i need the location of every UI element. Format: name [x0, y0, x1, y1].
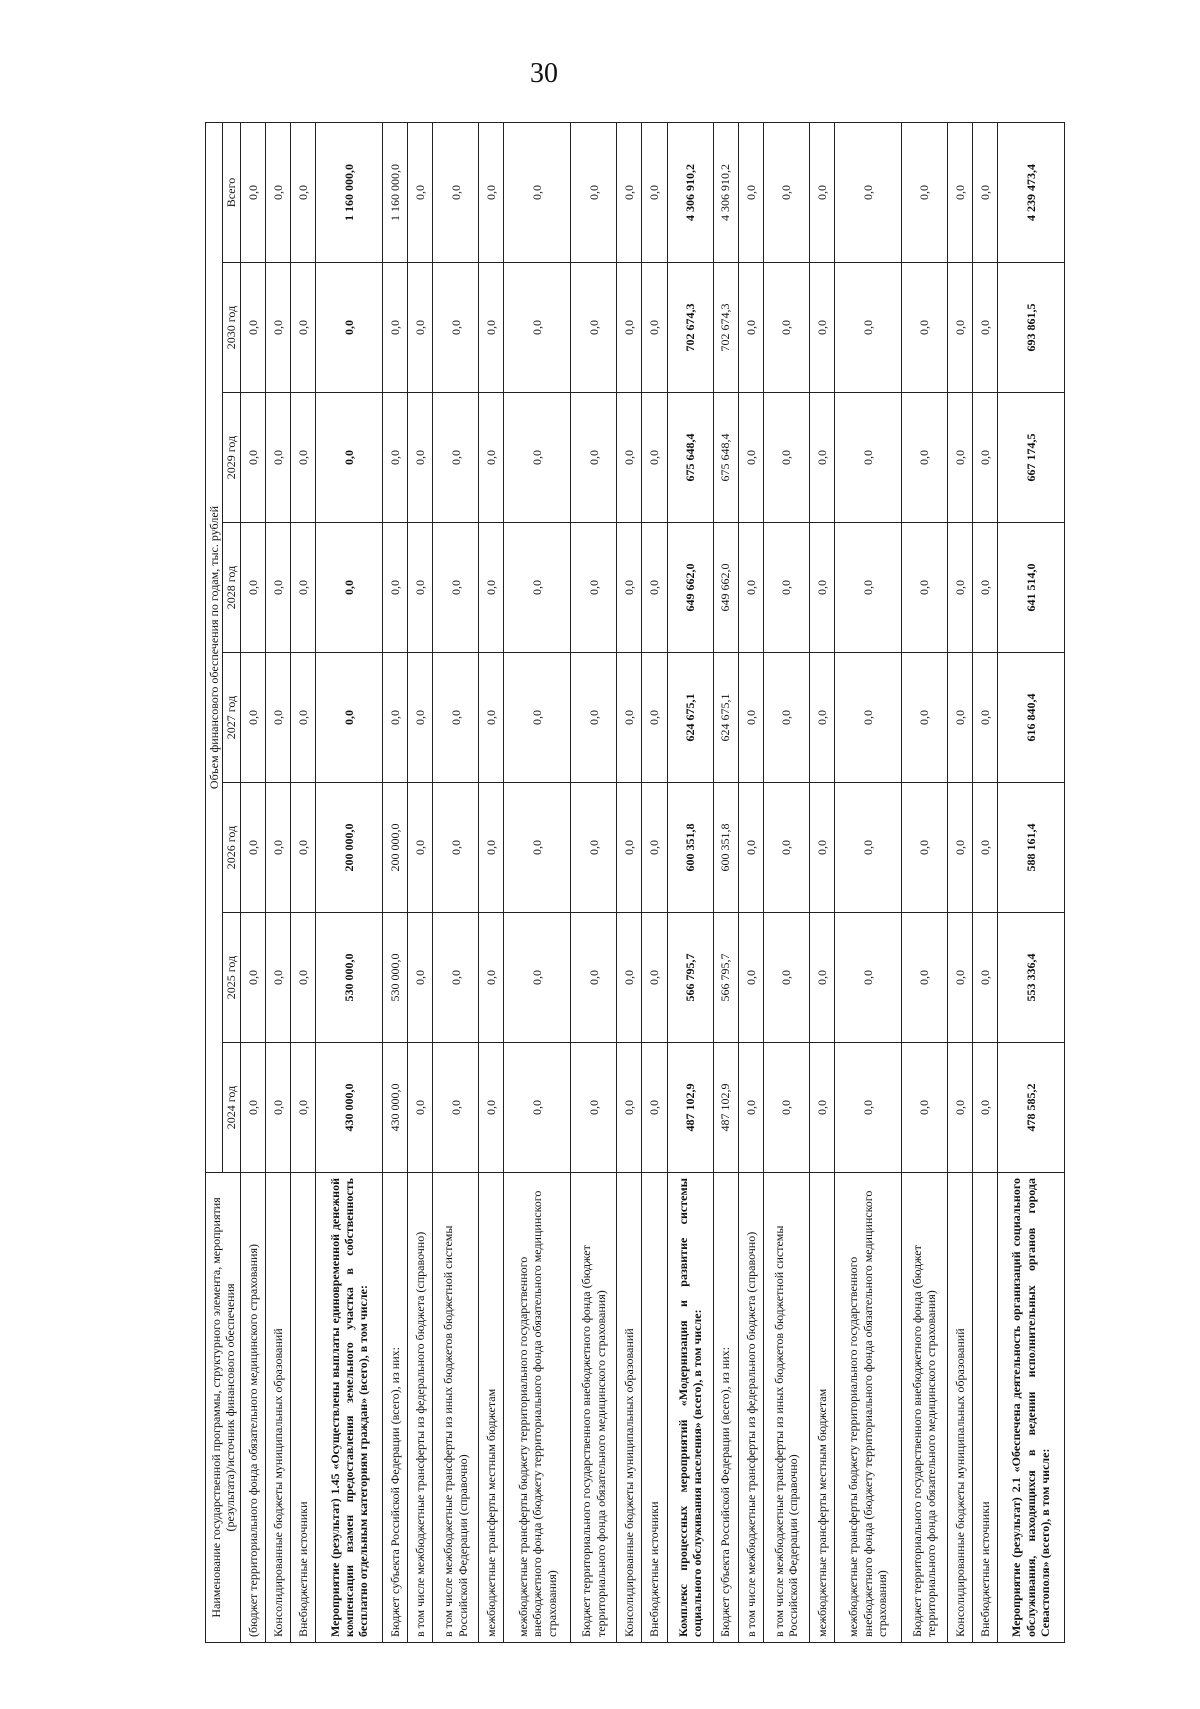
- row-value-cell: 0,0: [316, 263, 383, 393]
- row-value-cell: 649 662,0: [713, 523, 738, 653]
- table-body: [240, 122, 1064, 1642]
- row-value-cell: 0,0: [479, 393, 504, 523]
- row-value-cell: 0,0: [738, 1043, 763, 1173]
- row-value-cell: 200 000,0: [383, 783, 408, 913]
- row-value-cell: 0,0: [617, 523, 642, 653]
- row-total-cell: 0,0: [265, 122, 290, 262]
- row-value-cell: 600 351,8: [713, 783, 738, 913]
- row-value-cell: 0,0: [504, 913, 571, 1043]
- row-value-cell: 0,0: [901, 913, 947, 1043]
- row-value-cell: 702 674,3: [713, 263, 738, 393]
- row-value-cell: 0,0: [571, 1043, 617, 1173]
- row-value-cell: 0,0: [408, 913, 433, 1043]
- row-value-cell: 0,0: [291, 523, 316, 653]
- row-value-cell: 0,0: [972, 653, 997, 783]
- row-value-cell: 0,0: [383, 263, 408, 393]
- row-value-cell: 0,0: [571, 913, 617, 1043]
- row-value-cell: 0,0: [240, 523, 265, 653]
- row-value-cell: 0,0: [947, 263, 972, 393]
- table-row: [972, 122, 997, 1642]
- row-value-cell: 0,0: [972, 913, 997, 1043]
- row-name-cell: Бюджет субъекта Российской Федерации (всего), из них:: [383, 1173, 408, 1643]
- row-value-cell: 0,0: [240, 653, 265, 783]
- row-name-cell: Консолидированные бюджеты муниципальных образований: [617, 1173, 642, 1643]
- row-value-cell: 0,0: [433, 393, 479, 523]
- row-total-cell: 1 160 000,0: [316, 122, 383, 262]
- row-value-cell: 0,0: [763, 393, 809, 523]
- row-name-cell: Консолидированные бюджеты муниципальных образований: [947, 1173, 972, 1643]
- row-name-cell: межбюджетные трансферты местным бюджетам: [809, 1173, 834, 1643]
- row-value-cell: 0,0: [265, 263, 290, 393]
- table-row: [316, 122, 383, 1642]
- header-year: 2024 год: [223, 1043, 240, 1173]
- row-value-cell: 0,0: [947, 523, 972, 653]
- row-value-cell: 0,0: [809, 523, 834, 653]
- row-value-cell: 0,0: [291, 653, 316, 783]
- table-row: [617, 122, 642, 1642]
- row-value-cell: 0,0: [240, 1043, 265, 1173]
- row-value-cell: 0,0: [433, 653, 479, 783]
- row-value-cell: 0,0: [504, 783, 571, 913]
- row-value-cell: 0,0: [738, 393, 763, 523]
- row-value-cell: 0,0: [571, 653, 617, 783]
- table-row: [809, 122, 834, 1642]
- row-value-cell: 0,0: [383, 523, 408, 653]
- row-value-cell: 0,0: [617, 913, 642, 1043]
- row-value-cell: 0,0: [809, 653, 834, 783]
- table-row: [901, 122, 947, 1642]
- table-row: [834, 122, 901, 1642]
- row-value-cell: 0,0: [834, 653, 901, 783]
- row-value-cell: 616 840,4: [998, 653, 1065, 783]
- row-name-cell: в том числе межбюджетные трансферты из федерального бюджета (справочно): [408, 1173, 433, 1643]
- row-value-cell: 702 674,3: [667, 263, 713, 393]
- row-value-cell: 0,0: [834, 393, 901, 523]
- row-value-cell: 0,0: [571, 393, 617, 523]
- row-value-cell: 530 000,0: [316, 913, 383, 1043]
- row-value-cell: 0,0: [617, 1043, 642, 1173]
- row-value-cell: 478 585,2: [998, 1043, 1065, 1173]
- row-value-cell: 566 795,7: [667, 913, 713, 1043]
- row-value-cell: 0,0: [433, 913, 479, 1043]
- row-name-cell: Внебюджетные источники: [972, 1173, 997, 1643]
- row-value-cell: 430 000,0: [316, 1043, 383, 1173]
- row-value-cell: 0,0: [265, 913, 290, 1043]
- row-value-cell: 641 514,0: [998, 523, 1065, 653]
- row-value-cell: 649 662,0: [667, 523, 713, 653]
- row-value-cell: 0,0: [642, 523, 667, 653]
- row-value-cell: 0,0: [972, 1043, 997, 1173]
- row-value-cell: 0,0: [834, 1043, 901, 1173]
- row-value-cell: 0,0: [408, 1043, 433, 1173]
- row-value-cell: 0,0: [809, 783, 834, 913]
- table-row: [571, 122, 617, 1642]
- row-value-cell: 0,0: [265, 653, 290, 783]
- row-total-cell: 0,0: [642, 122, 667, 262]
- row-value-cell: 0,0: [433, 523, 479, 653]
- row-value-cell: 0,0: [504, 263, 571, 393]
- row-value-cell: 0,0: [642, 393, 667, 523]
- row-total-cell: 4 306 910,2: [667, 122, 713, 262]
- table-row: [408, 122, 433, 1642]
- row-value-cell: 0,0: [240, 263, 265, 393]
- row-value-cell: 624 675,1: [713, 653, 738, 783]
- row-name-cell: межбюджетные трансферты бюджету территориального государственного внебюджетного фонда (бюджету территориального фонда обязательного медицинского страхования): [834, 1173, 901, 1643]
- header-name-column: Наименование государственной программы, структурного элемента, мероприятия (результата)/источник финансового обеспечения: [206, 1173, 241, 1643]
- row-total-cell: 0,0: [291, 122, 316, 262]
- row-value-cell: 0,0: [479, 653, 504, 783]
- row-total-cell: 0,0: [809, 122, 834, 262]
- row-value-cell: 0,0: [383, 393, 408, 523]
- row-value-cell: 0,0: [316, 393, 383, 523]
- row-total-cell: 4 306 910,2: [713, 122, 738, 262]
- row-value-cell: 0,0: [291, 783, 316, 913]
- row-value-cell: 0,0: [617, 653, 642, 783]
- row-value-cell: 0,0: [763, 913, 809, 1043]
- table-row: [433, 122, 479, 1642]
- row-value-cell: 0,0: [834, 523, 901, 653]
- row-value-cell: 624 675,1: [667, 653, 713, 783]
- row-value-cell: 0,0: [265, 783, 290, 913]
- row-value-cell: 0,0: [433, 263, 479, 393]
- table-row: [504, 122, 571, 1642]
- row-value-cell: 600 351,8: [667, 783, 713, 913]
- row-total-cell: 0,0: [947, 122, 972, 262]
- row-value-cell: 0,0: [291, 393, 316, 523]
- row-value-cell: 0,0: [642, 1043, 667, 1173]
- row-total-cell: 0,0: [408, 122, 433, 262]
- row-name-cell: (бюджет территориального фонда обязательного медицинского страхования): [240, 1173, 265, 1643]
- header-volume-title: Объем финансового обеспечения по годам, тыс. рублей: [206, 122, 223, 1172]
- row-value-cell: 0,0: [901, 393, 947, 523]
- row-total-cell: 0,0: [504, 122, 571, 262]
- row-name-cell: межбюджетные трансферты бюджету территориального государственного внебюджетного фонда (бюджету территориального фонда обязательного медицинского страхования): [504, 1173, 571, 1643]
- row-value-cell: 0,0: [240, 783, 265, 913]
- table-row: [738, 122, 763, 1642]
- row-value-cell: 0,0: [617, 783, 642, 913]
- table-row: [291, 122, 316, 1642]
- row-value-cell: 0,0: [642, 783, 667, 913]
- row-value-cell: 0,0: [947, 653, 972, 783]
- row-value-cell: 0,0: [763, 263, 809, 393]
- row-value-cell: 0,0: [763, 783, 809, 913]
- row-name-cell: в том числе межбюджетные трансферты из иных бюджетов бюджетной системы Российской Федерации (справочно): [433, 1173, 479, 1643]
- row-value-cell: 0,0: [316, 523, 383, 653]
- row-value-cell: 0,0: [240, 393, 265, 523]
- row-total-cell: 0,0: [834, 122, 901, 262]
- row-value-cell: 0,0: [504, 1043, 571, 1173]
- financing-table: [205, 122, 1065, 1643]
- row-value-cell: 0,0: [433, 1043, 479, 1173]
- row-total-cell: 0,0: [617, 122, 642, 262]
- row-value-cell: 0,0: [834, 263, 901, 393]
- row-name-cell: Внебюджетные источники: [642, 1173, 667, 1643]
- row-value-cell: 530 000,0: [383, 913, 408, 1043]
- row-value-cell: 0,0: [947, 913, 972, 1043]
- row-value-cell: 0,0: [834, 783, 901, 913]
- header-year: 2025 год: [223, 913, 240, 1043]
- row-value-cell: 0,0: [642, 263, 667, 393]
- row-value-cell: 0,0: [809, 263, 834, 393]
- row-value-cell: 0,0: [265, 523, 290, 653]
- row-value-cell: 0,0: [642, 653, 667, 783]
- row-value-cell: 0,0: [738, 783, 763, 913]
- header-year: 2030 год: [223, 263, 240, 393]
- row-value-cell: 0,0: [972, 393, 997, 523]
- row-value-cell: 0,0: [571, 783, 617, 913]
- row-value-cell: 0,0: [738, 653, 763, 783]
- row-total-cell: 0,0: [571, 122, 617, 262]
- row-value-cell: 0,0: [901, 263, 947, 393]
- row-value-cell: 0,0: [809, 393, 834, 523]
- table-row: [479, 122, 504, 1642]
- row-value-cell: 0,0: [240, 913, 265, 1043]
- table-row: [265, 122, 290, 1642]
- row-value-cell: 0,0: [571, 263, 617, 393]
- row-value-cell: 667 174,5: [998, 393, 1065, 523]
- row-value-cell: 0,0: [763, 523, 809, 653]
- row-value-cell: 566 795,7: [713, 913, 738, 1043]
- row-value-cell: 0,0: [433, 783, 479, 913]
- row-value-cell: 487 102,9: [667, 1043, 713, 1173]
- row-value-cell: 200 000,0: [316, 783, 383, 913]
- row-value-cell: 0,0: [408, 393, 433, 523]
- row-value-cell: 0,0: [479, 523, 504, 653]
- row-value-cell: 0,0: [291, 913, 316, 1043]
- header-row-1: [206, 122, 223, 1642]
- row-value-cell: 0,0: [947, 393, 972, 523]
- row-value-cell: 0,0: [901, 1043, 947, 1173]
- row-name-cell: в том числе межбюджетные трансферты из иных бюджетов бюджетной системы Российской Федерации (справочно): [763, 1173, 809, 1643]
- row-total-cell: 0,0: [479, 122, 504, 262]
- row-value-cell: 0,0: [504, 393, 571, 523]
- row-value-cell: 0,0: [479, 913, 504, 1043]
- table-row: [763, 122, 809, 1642]
- table-row: [947, 122, 972, 1642]
- rotated-table-container: [205, 123, 1065, 1643]
- page-number: 30: [530, 58, 558, 89]
- row-value-cell: 0,0: [479, 1043, 504, 1173]
- row-value-cell: 0,0: [972, 783, 997, 913]
- row-name-cell: Комплекс процессных мероприятий «Модернизация и развитие системы социального обслуживания населения» (всего), в том числе:: [667, 1173, 713, 1643]
- row-value-cell: 0,0: [383, 653, 408, 783]
- table-row: [642, 122, 667, 1642]
- row-value-cell: 0,0: [738, 523, 763, 653]
- row-total-cell: 0,0: [738, 122, 763, 262]
- row-value-cell: 0,0: [763, 1043, 809, 1173]
- row-name-cell: Бюджет территориального государственного внебюджетного фонда (бюджет территориального фонда обязательного медицинского страхования): [571, 1173, 617, 1643]
- row-value-cell: 0,0: [972, 523, 997, 653]
- row-name-cell: Консолидированные бюджеты муниципальных образований: [265, 1173, 290, 1643]
- row-total-cell: 1 160 000,0: [383, 122, 408, 262]
- row-value-cell: 0,0: [479, 783, 504, 913]
- row-value-cell: 430 000,0: [383, 1043, 408, 1173]
- row-value-cell: 588 161,4: [998, 783, 1065, 913]
- row-value-cell: 0,0: [504, 653, 571, 783]
- row-value-cell: 0,0: [738, 913, 763, 1043]
- row-value-cell: 0,0: [809, 913, 834, 1043]
- row-value-cell: 0,0: [901, 653, 947, 783]
- row-value-cell: 487 102,9: [713, 1043, 738, 1173]
- row-total-cell: 0,0: [763, 122, 809, 262]
- row-value-cell: 693 861,5: [998, 263, 1065, 393]
- header-year: 2027 год: [223, 653, 240, 783]
- header-year: 2026 год: [223, 783, 240, 913]
- row-value-cell: 0,0: [479, 263, 504, 393]
- table-row: [240, 122, 265, 1642]
- row-value-cell: 0,0: [408, 263, 433, 393]
- row-value-cell: 0,0: [738, 263, 763, 393]
- row-value-cell: 0,0: [291, 1043, 316, 1173]
- table-row: [713, 122, 738, 1642]
- header-year: 2029 год: [223, 393, 240, 523]
- row-name-cell: Бюджет территориального государственного внебюджетного фонда (бюджет территориального фонда обязательного медицинского страхования): [901, 1173, 947, 1643]
- row-value-cell: 675 648,4: [713, 393, 738, 523]
- row-total-cell: 4 239 473,4: [998, 122, 1065, 262]
- row-value-cell: 0,0: [408, 523, 433, 653]
- row-value-cell: 0,0: [316, 653, 383, 783]
- row-value-cell: 0,0: [408, 653, 433, 783]
- row-value-cell: 0,0: [265, 1043, 290, 1173]
- row-value-cell: 0,0: [901, 783, 947, 913]
- row-value-cell: 0,0: [617, 393, 642, 523]
- row-value-cell: 0,0: [504, 523, 571, 653]
- header-year: 2028 год: [223, 523, 240, 653]
- row-value-cell: 0,0: [834, 913, 901, 1043]
- row-total-cell: 0,0: [972, 122, 997, 262]
- table-row: [998, 122, 1065, 1642]
- row-value-cell: 0,0: [265, 393, 290, 523]
- row-value-cell: 553 336,4: [998, 913, 1065, 1043]
- row-total-cell: 0,0: [240, 122, 265, 262]
- row-name-cell: Внебюджетные источники: [291, 1173, 316, 1643]
- row-name-cell: Мероприятие (результат) 2.1 «Обеспечена деятельность организаций социального обслуживания, находящихся в ведении исполнительных органов города Севастополя» (всего), в том числе:: [998, 1173, 1065, 1643]
- row-total-cell: 0,0: [433, 122, 479, 262]
- row-value-cell: 0,0: [617, 263, 642, 393]
- row-value-cell: 0,0: [763, 653, 809, 783]
- row-value-cell: 0,0: [809, 1043, 834, 1173]
- row-total-cell: 0,0: [901, 122, 947, 262]
- header-total: Всего: [223, 122, 240, 262]
- row-name-cell: Мероприятие (результат) 1.45 «Осуществлены выплаты единовременной денежной компенсации взамен предоставления земельного участка в собственность бесплатно отдельным категориям граждан» (всего), в том числе:: [316, 1173, 383, 1643]
- row-value-cell: 0,0: [947, 783, 972, 913]
- row-value-cell: 0,0: [642, 913, 667, 1043]
- row-name-cell: Бюджет субъекта Российской Федерации (всего), из них:: [713, 1173, 738, 1643]
- row-name-cell: межбюджетные трансферты местным бюджетам: [479, 1173, 504, 1643]
- row-value-cell: 675 648,4: [667, 393, 713, 523]
- row-value-cell: 0,0: [571, 523, 617, 653]
- row-value-cell: 0,0: [972, 263, 997, 393]
- row-value-cell: 0,0: [947, 1043, 972, 1173]
- row-value-cell: 0,0: [408, 783, 433, 913]
- row-value-cell: 0,0: [291, 263, 316, 393]
- row-name-cell: в том числе межбюджетные трансферты из федерального бюджета (справочно): [738, 1173, 763, 1643]
- table-row: [383, 122, 408, 1642]
- table-row: [667, 122, 713, 1642]
- row-value-cell: 0,0: [901, 523, 947, 653]
